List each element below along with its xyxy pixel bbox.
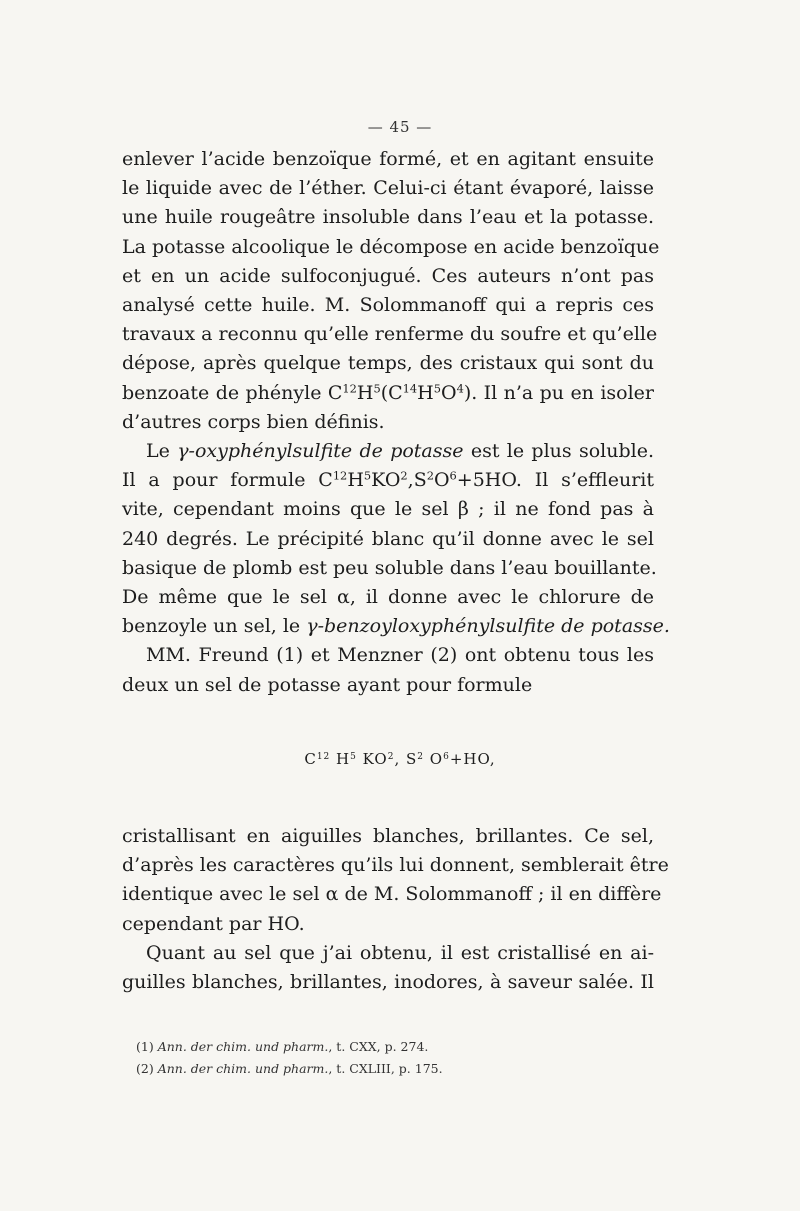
text-line: La potasse alcoolique le décompose en acide benzoïque: [122, 235, 660, 258]
text-line: enlever l’acide benzoïque formé, et en agitant ensuite: [122, 148, 654, 170]
body-text-continued: [122, 822, 669, 997]
page-number: — 45 —: [367, 118, 433, 136]
text-line-gamma: Le γ-oxyphénylsulfite de potasse est le plus soluble.: [146, 440, 654, 463]
text-line-benzoate: benzoate de phényle $C^{12}H^5(C^{14}H^5O^4)$. Il n’a pu en isoler: [122, 381, 654, 404]
text-line: cristallisant en aiguilles blanches, brillantes. Ce sel,: [122, 825, 654, 847]
text-line: travaux a reconnu qu’elle renferme du soufre et qu’elle: [122, 323, 658, 346]
footnote: (2) Ann. der chim. und pharm., t. CXLIII, p. 175.: [136, 1061, 443, 1076]
text-line: une huile rougeâtre insoluble dans l’eau et la potasse.: [122, 206, 654, 229]
text-line-formula: Il a pour formule $C^{12}H^5KO^2,S^2O^6+5HO$. Il s’effleurit: [122, 468, 654, 492]
chemical-formula: $C^{12}$ $H^5$ $KO^2$, $S^2$ $O^6+HO$,: [304, 750, 496, 768]
text-line: Quant au sel que j’ai obtenu, il est cristallisé en ai-: [146, 941, 654, 964]
footnote: (1) Ann. der chim. und pharm., t. CXX, p. 274.: [136, 1039, 429, 1054]
text-line: le liquide avec de l’éther. Celui-ci étant évaporé, laisse: [122, 177, 654, 200]
footnote-ref: (1): [276, 644, 304, 667]
text-line: analysé cette huile. M. Solommanoff qui a repris ces: [122, 294, 654, 317]
body-text: [122, 145, 670, 700]
text-line: guilles blanches, brillantes, inodores, à saveur salée. Il: [122, 971, 654, 994]
text-line: basique de plomb est peu soluble dans l’eau bouillante.: [122, 556, 657, 579]
text-line: cependant par HO.: [122, 912, 305, 935]
text-line: De même que le sel α, il donne avec le chlorure de: [122, 586, 654, 609]
text-line-benzoyl: benzoyle un sel, le γ-benzoyloxyphénylsulfite de potasse.: [122, 615, 670, 638]
text-line: d’après les caractères qu’ils lui donnent, semblerait être: [122, 854, 669, 877]
footnotes: [136, 1036, 656, 1080]
text-line: d’autres corps bien définis.: [122, 410, 385, 433]
compound-name: γ-oxyphénylsulfite de potasse: [177, 440, 464, 463]
text-line: identique avec le sel α de M. Solommanoff ; il en diffère: [122, 883, 662, 906]
footnote-ref: (2): [430, 644, 458, 667]
compound-name: γ-benzoyloxyphénylsulfite de potasse.: [306, 615, 670, 638]
text-line: 240 degrés. Le précipité blanc qu’il donne avec le sel: [122, 527, 654, 550]
text-line: dépose, après quelque temps, des cristaux qui sont du: [122, 352, 654, 375]
text-line-refs: MM. Freund (1) et Menzner (2) ont obtenu tous les: [146, 644, 654, 667]
text-line: vite, cependant moins que le sel β ; il ne fond pas à: [122, 498, 654, 521]
text-line: deux un sel de potasse ayant pour formule: [122, 673, 533, 696]
text-line: et en un acide sulfoconjugué. Ces auteurs n’ont pas: [122, 264, 654, 287]
